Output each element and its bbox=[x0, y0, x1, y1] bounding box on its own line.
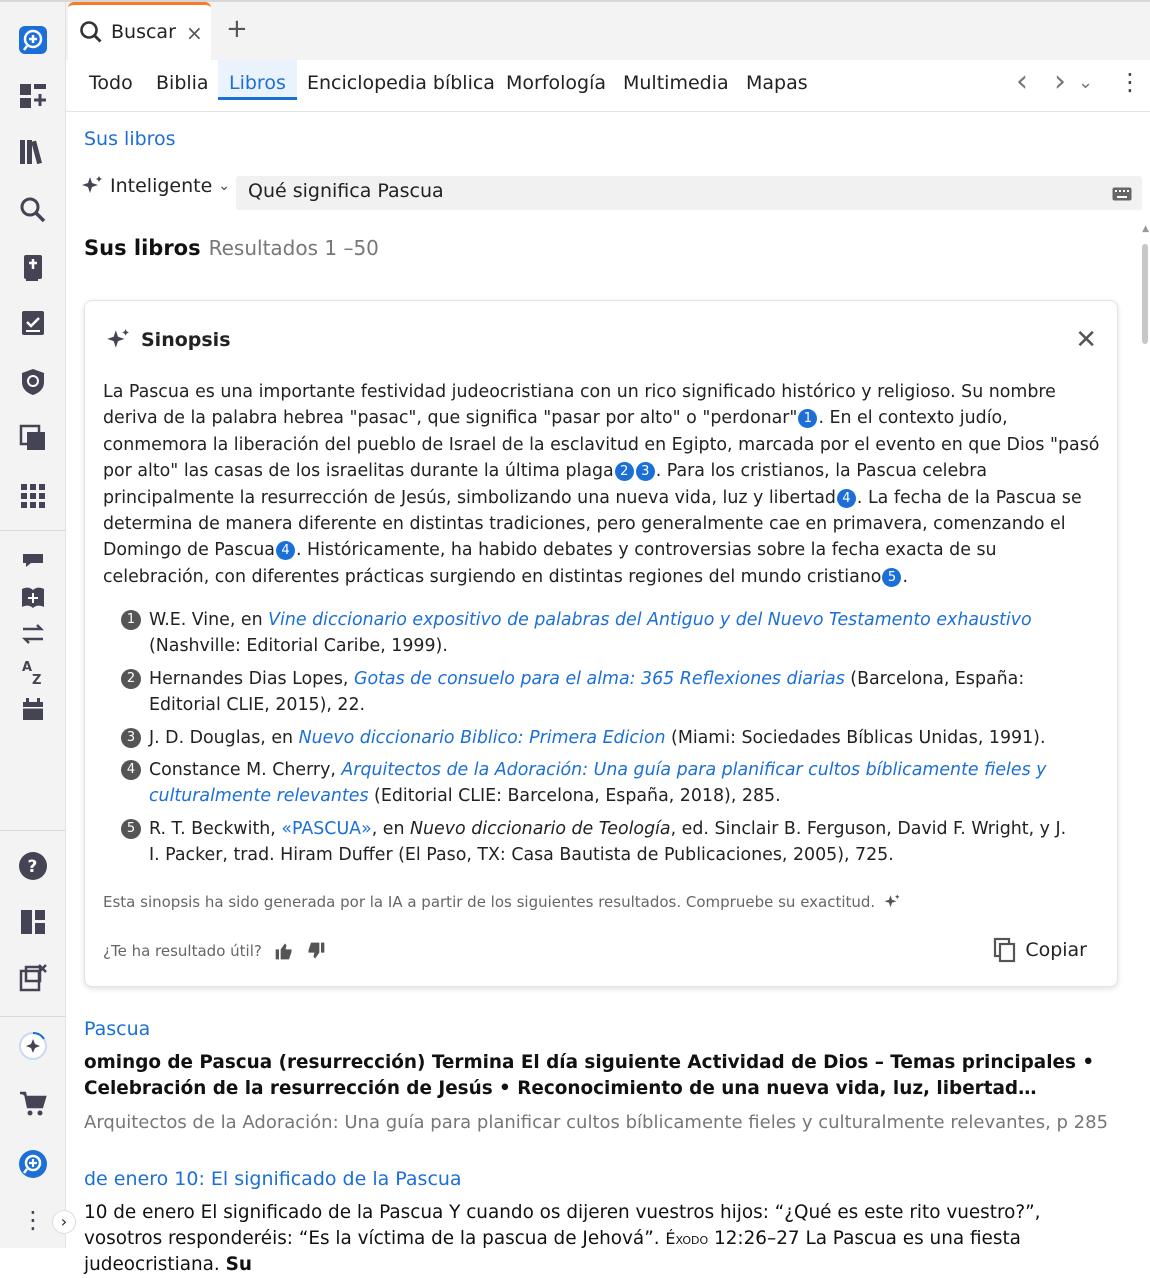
feedback-row bbox=[103, 941, 326, 961]
logos-icon[interactable] bbox=[13, 1144, 53, 1184]
reference-author: J. D. Douglas, en bbox=[149, 727, 299, 748]
reference-publication: (Miami: Sociedades Bíblicas Unidas, 1991). bbox=[665, 727, 1046, 748]
snippet-text: 10 de enero El significado de la Pascua Y cuando os dijeren vuestros hijos: “¿Qué es este rito vuestro?”, vosotros responderéis: “Es la víctima de la pascua de Jehová”. bbox=[84, 1202, 1041, 1249]
thumbs-up-icon[interactable] bbox=[274, 941, 294, 961]
swap-icon[interactable] bbox=[13, 614, 53, 654]
results-title: Sus libros bbox=[84, 236, 201, 260]
reference-number: 3 bbox=[121, 728, 141, 748]
tab-title: Buscar bbox=[111, 21, 176, 43]
reference-publication: (Editorial CLIE: Barcelona, España, 2018), 285. bbox=[368, 786, 781, 807]
reference-list bbox=[121, 607, 1071, 875]
scrollbar-thumb[interactable] bbox=[1142, 244, 1148, 344]
expand-sidebar-icon[interactable]: › bbox=[52, 1210, 76, 1234]
snippet-book-abbrev: Éxodo bbox=[665, 1229, 709, 1248]
copy-icon bbox=[993, 937, 1017, 963]
reference-article-link[interactable]: «PASCUA» bbox=[281, 818, 372, 839]
citation-badge[interactable]: 1 bbox=[798, 409, 817, 428]
svg-text:Z: Z bbox=[32, 673, 42, 688]
svg-text:?: ? bbox=[27, 857, 38, 877]
checklist-icon[interactable] bbox=[13, 304, 53, 344]
copy-label: Copiar bbox=[1025, 939, 1087, 961]
search-mode-label: Inteligente bbox=[110, 175, 213, 197]
close-panels-icon[interactable] bbox=[13, 958, 53, 998]
result-snippet bbox=[84, 1200, 1124, 1278]
calendar-icon[interactable] bbox=[13, 690, 53, 730]
result-title-link[interactable]: Pascua bbox=[84, 1018, 151, 1040]
more-options-icon[interactable]: ⋮ bbox=[1118, 68, 1142, 96]
reference-number: 5 bbox=[121, 819, 141, 839]
reference-publication: (Barcelona, España: Editorial CLIE, 2015), 22. bbox=[149, 668, 1025, 716]
synopsis-sentence: . La fecha de la Pascua se determina de manera diferente en distintas tradiciones, pero generalmente cae en primavera, comenzando el Domingo de Pascua bbox=[103, 487, 1082, 561]
reference-item bbox=[121, 607, 1071, 660]
chevron-down-icon: ⌄ bbox=[218, 178, 231, 194]
tab-bar bbox=[66, 2, 1150, 60]
reference-item bbox=[121, 725, 1071, 751]
sidebar-divider bbox=[0, 830, 66, 831]
reference-author: Constance M. Cherry, bbox=[149, 760, 342, 781]
result-item bbox=[84, 1168, 1124, 1278]
tab-biblia[interactable]: Biblia bbox=[156, 72, 209, 94]
tab-enciclopedia[interactable]: Enciclopedia bíblica bbox=[307, 72, 495, 94]
citation-badge[interactable]: 4 bbox=[276, 541, 295, 560]
tab-todo[interactable]: Todo bbox=[89, 72, 133, 94]
reference-book-link[interactable]: Nuevo diccionario Biblico: Primera Edicion bbox=[298, 727, 666, 748]
keyboard-icon[interactable] bbox=[1112, 186, 1132, 205]
result-item bbox=[84, 1018, 1124, 1133]
reference-item bbox=[121, 666, 1071, 719]
book-add-icon[interactable] bbox=[13, 578, 53, 618]
copy-button[interactable] bbox=[993, 937, 1087, 963]
forward-icon[interactable]: › bbox=[1054, 64, 1066, 99]
reference-number: 2 bbox=[121, 669, 141, 689]
tab-buscar[interactable] bbox=[68, 2, 211, 60]
tab-multimedia[interactable]: Multimedia bbox=[623, 72, 729, 94]
tab-mapas[interactable]: Mapas bbox=[746, 72, 808, 94]
reference-item bbox=[121, 816, 1071, 869]
sparkle-icon bbox=[105, 327, 131, 353]
snippet-text: 12:26–27 La Pascua es una fiesta judeocristiana. bbox=[84, 1228, 1021, 1275]
sparkle-icon bbox=[883, 893, 901, 911]
result-source[interactable]: Arquitectos de la Adoración: Una guía para planificar cultos bíblicamente fieles y culturalmente relevantes, p 285 bbox=[84, 1112, 1109, 1133]
reference-author: Hernandes Dias Lopes, bbox=[149, 668, 354, 689]
reference-book-link[interactable]: Gotas de consuelo para el alma: 365 Reflexiones diarias bbox=[354, 668, 845, 689]
sidebar-divider bbox=[0, 1016, 66, 1017]
help-icon[interactable] bbox=[13, 846, 53, 886]
svg-text:A: A bbox=[22, 660, 33, 675]
sort-az-icon[interactable] bbox=[13, 652, 53, 692]
apps-grid-icon[interactable] bbox=[13, 476, 53, 516]
tab-libros[interactable]: Libros bbox=[218, 60, 297, 100]
tab-morfologia[interactable]: Morfología bbox=[506, 72, 607, 94]
result-snippet: omingo de Pascua (resurrección) Termina El día siguiente Actividad de Dios – Temas principales • Celebración de la resurrección de Jesús • Reconocimiento de una nueva vida, luz, libertad… bbox=[84, 1052, 1095, 1099]
result-title-link[interactable]: de enero 10: El significado de la Pascua bbox=[84, 1168, 462, 1190]
results-range: Resultados 1 –50 bbox=[208, 236, 379, 260]
bible-add-icon[interactable] bbox=[13, 248, 53, 288]
reference-author: R. T. Beckwith, bbox=[149, 818, 282, 839]
reference-book-link[interactable]: Vine diccionario expositivo de palabras del Antiguo y del Nuevo Testamento exhaustivo bbox=[268, 610, 1032, 630]
ai-assistant-icon[interactable] bbox=[13, 1026, 53, 1066]
citation-badge[interactable]: 2 bbox=[615, 462, 634, 481]
search-box bbox=[236, 176, 1142, 210]
results-header bbox=[84, 236, 379, 260]
synopsis-sentence: . bbox=[902, 566, 908, 587]
sidebar-divider bbox=[0, 530, 66, 531]
disclaimer-text: Esta sinopsis ha sido generada por la IA a partir de los siguientes resultados. Compruebe su exactitud. bbox=[103, 893, 876, 911]
synopsis-sentence: . Históricamente, ha habido debates y controversias sobre la fecha exacta de su celebración, con diferentes prácticas surgiendo en distintas regiones del mundo cristiano bbox=[103, 540, 997, 587]
search-mode-dropdown[interactable] bbox=[80, 174, 230, 198]
reference-publication: , ed. Sinclair B. Ferguson, David F. Wright, y J. I. Packer, trad. Hiram Duffer (El Paso, TX: Casa Bautista de Publicaciones, 2005), 725. bbox=[149, 818, 1067, 866]
search-icon bbox=[78, 19, 104, 49]
reference-author: W.E. Vine, en bbox=[149, 610, 269, 630]
snippet-highlight: Su bbox=[225, 1254, 252, 1275]
sparkle-icon bbox=[80, 174, 104, 198]
reference-item bbox=[121, 757, 1071, 810]
left-sidebar bbox=[0, 2, 66, 1248]
thumbs-down-icon[interactable] bbox=[306, 941, 326, 961]
synopsis-sentence: . Para los cristianos, la Pascua celebra principalmente la resurrección de Jesús, simbolizando una nueva vida, luz y libertad bbox=[103, 461, 988, 508]
synopsis-sentence: . En el contexto judío, conmemora la liberación del pueblo de Israel de la esclavitud en Egipto, marcada por el evento en que Dios "pasó por alto" las casas de los israelitas durante la última plaga bbox=[103, 408, 1100, 482]
back-icon[interactable]: ‹ bbox=[1016, 64, 1028, 99]
scrollbar[interactable]: ▲ bbox=[1142, 224, 1149, 234]
citation-badge[interactable]: 5 bbox=[882, 568, 901, 587]
layout-icon[interactable] bbox=[13, 902, 53, 942]
citation-badge[interactable]: 4 bbox=[837, 489, 856, 508]
app-logo-icon[interactable] bbox=[13, 20, 53, 60]
synopsis-text bbox=[103, 379, 1103, 590]
dashboard-icon[interactable] bbox=[13, 76, 53, 116]
shield-icon[interactable] bbox=[13, 362, 53, 402]
reference-book-title: Nuevo diccionario de Teología bbox=[410, 818, 671, 839]
sus-libros-link[interactable]: Sus libros bbox=[84, 128, 176, 150]
search-input[interactable] bbox=[248, 180, 1098, 202]
citation-badge[interactable]: 3 bbox=[636, 462, 655, 481]
synopsis-title: Sinopsis bbox=[141, 329, 231, 351]
synopsis-card bbox=[84, 300, 1118, 987]
add-tab-button[interactable]: + bbox=[226, 14, 248, 44]
category-tabs bbox=[66, 60, 1150, 112]
close-icon[interactable]: × bbox=[186, 21, 203, 45]
reference-book-link[interactable]: Arquitectos de la Adoración: Una guía para planificar cultos bíblicamente fieles y culturalmente relevantes bbox=[149, 760, 1047, 807]
close-icon[interactable]: ✕ bbox=[1075, 325, 1097, 355]
library-icon[interactable] bbox=[13, 132, 53, 172]
reference-connector: , en bbox=[371, 818, 411, 839]
chevron-down-icon[interactable]: ⌄ bbox=[1078, 72, 1094, 93]
feedback-question: ¿Te ha resultado útil? bbox=[103, 942, 262, 960]
more-vertical-icon[interactable]: ⋮ bbox=[21, 1206, 45, 1234]
synopsis-sentence: La Pascua es una importante festividad judeocristiana con un rico significado histórico y religioso. Su nombre deriva de la palabra hebrea "pasac", que significa "pasar por alto" o "perdonar" bbox=[103, 382, 1056, 429]
reference-publication: (Nashville: Editorial Caribe, 1999). bbox=[149, 636, 448, 657]
comment-icon[interactable] bbox=[13, 540, 53, 580]
search-icon[interactable] bbox=[13, 190, 53, 230]
synopsis-header bbox=[105, 327, 231, 353]
reference-number: 1 bbox=[121, 610, 141, 630]
main-content bbox=[66, 112, 1150, 1275]
cart-icon[interactable] bbox=[13, 1084, 53, 1124]
copies-icon[interactable] bbox=[13, 418, 53, 458]
reference-number: 4 bbox=[121, 760, 141, 780]
ai-disclaimer bbox=[103, 893, 901, 911]
